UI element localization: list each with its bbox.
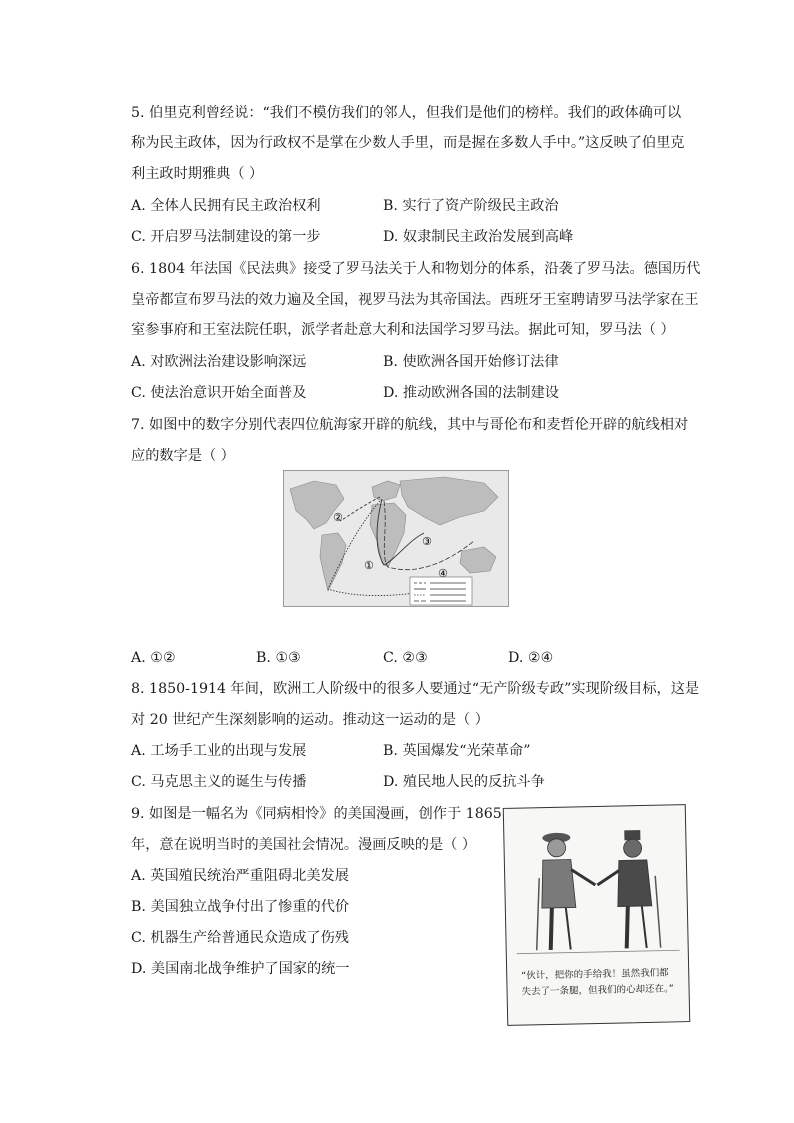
q7-option-b[interactable]: B. ①③	[256, 650, 301, 666]
q6-option-d[interactable]: D. 推动欧洲各国的法制建设	[383, 385, 559, 401]
q8-option-d[interactable]: D. 殖民地人民的反抗斗争	[383, 774, 545, 790]
q7-stem-line-2: 应的数字是（ ）	[131, 448, 235, 464]
q9-option-b[interactable]: B. 美国独立战争付出了惨重的代价	[131, 899, 350, 915]
voyage-routes-map	[283, 470, 509, 607]
cartoon-image	[503, 804, 691, 1026]
map-marker-4: ④	[438, 567, 448, 580]
map-marker-3: ③	[422, 535, 432, 548]
q6-option-b[interactable]: B. 使欧洲各国开始修订法律	[383, 354, 559, 370]
q8-stem-line-2: 对 20 世纪产生深刻影响的运动。推动这一运动的是（ ）	[131, 712, 489, 728]
q5-option-d[interactable]: D. 奴隶制民主政治发展到高峰	[383, 229, 574, 245]
q8-option-a[interactable]: A. 工场手工业的出现与发展	[131, 743, 307, 759]
q9-option-c[interactable]: C. 机器生产给普通民众造成了伤残	[131, 930, 349, 946]
q7-option-c[interactable]: C. ②③	[383, 650, 428, 666]
q5-stem-line-3: 利主政时期雅典（ ）	[131, 166, 264, 182]
q5-option-b[interactable]: B. 实行了资产阶级民主政治	[383, 198, 559, 214]
q5-stem-line-1: 5. 伯里克利曾经说：“我们不模仿我们的邻人，但我们是他们的榜样。我们的政体确可以	[131, 105, 682, 121]
q6-option-c[interactable]: C. 使法治意识开始全面普及	[131, 385, 307, 401]
q6-option-a[interactable]: A. 对欧洲法治建设影响深远	[131, 354, 307, 370]
q5-stem-line-2: 称为民主政体，因为行政权不是掌在少数人手里，而是握在多数人手中。”这反映了伯里克	[131, 135, 685, 151]
map-marker-2: ②	[333, 511, 343, 524]
q7-stem-line-1: 7. 如图中的数字分别代表四位航海家开辟的航线，其中与哥伦布和麦哲伦开辟的航线相对	[131, 417, 689, 433]
q5-option-a[interactable]: A. 全体人民拥有民主政治权利	[131, 198, 321, 214]
map-marker-1: ①	[364, 559, 374, 572]
cartoon-drawing	[504, 805, 690, 969]
q6-stem-line-2: 皇帝都宣布罗马法的效力遍及全国，视罗马法为其帝国法。西班牙王室聘请罗马法学家在王	[131, 292, 699, 308]
q7-option-d[interactable]: D. ②④	[508, 650, 554, 666]
q9-stem-line-1: 9. 如图是一幅名为《同病相怜》的美国漫画，创作于 1865	[131, 806, 502, 822]
q6-stem-line-3: 室参事府和王室法院任职，派学者赴意大利和法国学习罗马法。据此可知，罗马法（ ）	[131, 322, 675, 338]
q8-option-c[interactable]: C. 马克思主义的诞生与传播	[131, 774, 307, 790]
q9-option-d[interactable]: D. 美国南北战争维护了国家的统一	[131, 961, 350, 977]
q6-stem-line-1: 6. 1804 年法国《民法典》接受了罗马法关于人和物划分的体系，沿袭了罗马法。德国历代	[131, 261, 701, 277]
q7-option-a[interactable]: A. ①②	[131, 650, 176, 666]
q9-stem-line-2: 年，意在说明当时的美国社会情况。漫画反映的是（ ）	[131, 837, 477, 853]
cartoon-caption: “伙计，把你的手给我！虽然我们都失去了一条腿，但我们的心却还在。”	[521, 967, 674, 998]
q9-option-a[interactable]: A. 英国殖民统治严重阻碍北美发展	[131, 868, 349, 884]
q5-option-c[interactable]: C. 开启罗马法制建设的第一步	[131, 229, 321, 245]
world-map-drawing	[284, 471, 509, 607]
q8-option-b[interactable]: B. 英国爆发“光荣革命”	[383, 743, 531, 759]
q8-stem-line-1: 8. 1850-1914 年间，欧洲工人阶级中的很多人要通过“无产阶级专政”实现阶级目标，这是	[131, 681, 700, 697]
